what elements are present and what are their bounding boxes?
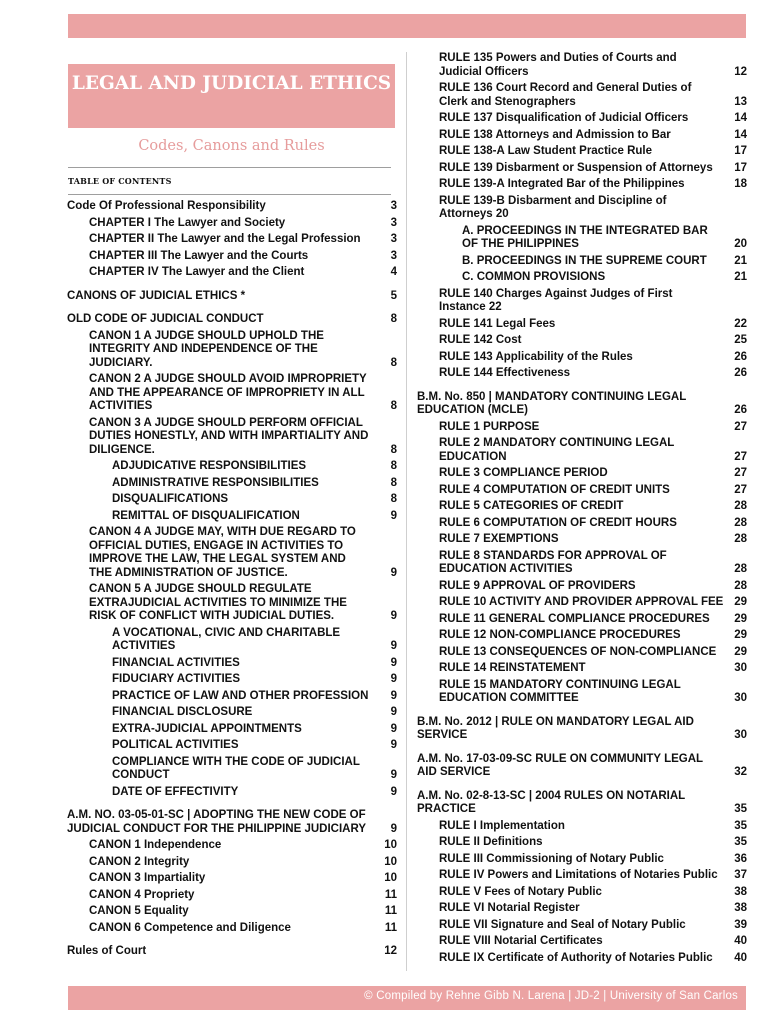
toc-entry-title: RULE VIII Notarial Certificates [439,935,603,947]
toc-entry-title: CANON 6 Competence and Diligence [89,921,291,934]
toc-entry-page: 8 [390,313,397,325]
document-subtitle: Codes, Canons and Rules [138,138,325,154]
toc-entry-title: Rules of Court [67,945,147,957]
toc-entry[interactable] [67,233,397,247]
toc-entry[interactable] [67,723,397,737]
toc-entry[interactable] [67,739,397,753]
toc-entry[interactable] [67,905,397,919]
toc-entry[interactable] [417,225,747,252]
toc-entry[interactable] [417,580,747,594]
toc-entry-page: 9 [390,769,397,781]
toc-entry[interactable] [67,889,397,903]
toc-entry-title: CANON 3 A JUDGE SHOULD PERFORM OFFICIAL DUTIES HONESTLY, AND WITH IMPARTIALITY AND DILIGENCE. [89,416,369,456]
toc-entry-page: 27 [734,450,747,463]
toc-entry-page: 28 [734,500,747,512]
toc-entry-page: 8 [390,356,397,369]
toc-entry-title: DISQUALIFICATIONS [112,493,229,505]
toc-entry-page: 28 [734,516,747,529]
toc-entry-page: 3 [390,200,397,212]
toc-heading: TABLE OF CONTENTS [68,176,172,186]
toc-entry-title: CANON 5 Equality [89,905,189,917]
toc-entry[interactable] [67,510,397,524]
toc-entry-title: OLD CODE OF JUDICIAL CONDUCT [67,313,264,325]
toc-entry[interactable] [417,500,747,514]
toc-entry[interactable] [67,922,397,936]
toc-entry-title: RULE 143 Applicability of the Rules [439,350,633,363]
toc-entry-page: 12 [734,65,747,78]
toc-entry-page: 9 [390,566,397,579]
toc-entry-page: 4 [390,266,397,278]
toc-entry-title: A.M. No. 02-8-13-SC | 2004 RULES ON NOTARIAL PRACTICE [417,789,685,815]
toc-entry[interactable] [67,417,397,458]
toc-entry[interactable] [417,629,747,643]
toc-entry[interactable] [417,82,747,109]
toc-entry[interactable] [67,809,397,836]
toc-entry-title: Code Of Professional Responsibility [67,200,266,212]
toc-entry-title: RULE 9 APPROVAL OF PROVIDERS [439,579,636,592]
toc-entry-page: 30 [734,729,747,741]
toc-entry[interactable] [67,945,397,959]
toc-entry-title: POLITICAL ACTIVITIES [112,739,239,751]
toc-entry[interactable] [417,52,747,79]
toc-entry-title: CANONS OF JUDICIAL ETHICS * [67,289,246,302]
toc-entry-title: RULE 5 CATEGORIES OF CREDIT [439,500,624,512]
toc-entry-page: 9 [390,610,397,622]
toc-entry-title: RULE 138-A Law Student Practice Rule [439,145,653,157]
toc-entry-title: A.M. No. 17-03-09-SC RULE ON COMMUNITY LEGAL AID SERVICE [417,752,703,778]
toc-entry[interactable] [417,367,747,381]
toc-entry-title: RULE VII Signature and Seal of Notary Public [439,918,686,931]
document-title: LEGAL AND JUDICIAL ETHICS [71,73,392,94]
toc-entry-title: RULE 4 COMPUTATION OF CREDIT UNITS [439,483,670,496]
toc-entry[interactable] [67,526,397,580]
toc-entry-page: 26 [734,404,747,416]
toc-entry[interactable] [417,919,747,933]
toc-entry-page: 3 [390,216,397,229]
toc-entry-page: 10 [384,839,397,851]
toc-entry[interactable] [67,217,397,231]
header-accent-bar [68,14,746,38]
toc-entry[interactable] [417,421,747,435]
toc-entry-page: 17 [734,161,747,174]
toc-entry-page: 39 [734,918,747,931]
toc-entry-page: 21 [734,254,747,267]
toc-entry[interactable] [417,145,747,159]
toc-entry-title: RULE I Implementation [439,819,565,832]
toc-entry-title: FINANCIAL DISCLOSURE [112,706,253,718]
toc-entry-title: RULE 11 GENERAL COMPLIANCE PROCEDURES [439,612,710,625]
toc-entry[interactable] [67,460,397,474]
toc-left-column [67,200,397,959]
toc-entry-page: 9 [390,739,397,751]
toc-entry[interactable] [417,178,747,192]
toc-entry[interactable] [417,255,747,269]
toc-entry-title: RULE 7 EXEMPTIONS [439,533,559,545]
toc-entry-title: CANON 4 A JUDGE MAY, WITH DUE REGARD TO OFFICIAL DUTIES, ENGAGE IN ACTIVITIES TO IMPROVE THE LAW, THE LEGAL SYSTEM AND THE ADMINISTRATION OF JUSTICE. [89,526,356,579]
toc-entry[interactable] [417,753,747,780]
toc-entry-page: 30 [734,662,747,674]
toc-entry-page: 38 [734,902,747,914]
toc-entry-title: RULE 3 COMPLIANCE PERIOD [439,467,608,479]
toc-entry-page: 27 [734,483,747,496]
toc-right-column [417,52,747,965]
toc-entry[interactable] [67,250,397,264]
toc-entry-title: RULE 138 Attorneys and Admission to Bar [439,128,671,141]
toc-entry-page: 11 [384,905,397,917]
toc-entry-page: 29 [734,612,747,625]
toc-entry[interactable] [417,550,747,577]
toc-entry[interactable] [67,657,397,671]
toc-entry-page: 28 [734,533,747,545]
toc-entry[interactable] [417,716,747,743]
toc-entry-title: CANON 1 A JUDGE SHOULD UPHOLD THE INTEGRITY AND INDEPENDENCE OF THE JUDICIARY. [89,329,324,369]
toc-entry-page: 22 [734,317,747,330]
toc-entry-title: CHAPTER I The Lawyer and Society [89,216,286,229]
toc-entry[interactable] [417,836,747,850]
toc-entry[interactable] [67,690,397,704]
toc-entry-page: 9 [390,656,397,669]
toc-entry-title: RULE 137 Disqualification of Judicial Officers [439,112,689,124]
toc-entry-page: 8 [390,493,397,505]
toc-entry-page: 40 [734,935,747,947]
toc-entry[interactable] [417,517,747,531]
toc-entry-page: 13 [734,95,747,108]
toc-entry-title: EXTRA-JUDICIAL APPOINTMENTS [112,722,302,735]
toc-entry-page: 10 [384,872,397,884]
toc-entry[interactable] [417,351,747,365]
toc-entry-title: RULE 136 Court Record and General Duties of Clerk and Stenographers [439,82,692,108]
toc-entry-title: CANON 2 Integrity [89,855,190,868]
toc-entry-page: 26 [734,367,747,379]
toc-entry[interactable] [417,853,747,867]
toc-entry-page: 9 [390,689,397,702]
toc-entry[interactable] [417,334,747,348]
toc-entry[interactable] [67,313,397,327]
toc-entry-page: 14 [734,128,747,141]
toc-entry-title: CANON 5 A JUDGE SHOULD REGULATE EXTRAJUDICIAL ACTIVITIES TO MINIMIZE THE RISK OF CONFLICT WITH JUDICIAL DUTIES. [89,583,347,622]
toc-entry-page: 36 [734,852,747,865]
toc-entry-title: CHAPTER III The Lawyer and the Courts [89,249,309,262]
footer-credit: © Compiled by Rehne Gibb N. Larena | JD-2 | University of San Carlos [364,990,738,1002]
toc-entry-title: ADJUDICATIVE RESPONSIBILITIES [112,460,307,472]
toc-entry-page: 9 [390,509,397,522]
toc-entry[interactable] [417,596,747,610]
toc-entry[interactable] [417,391,747,418]
toc-entry-page: 14 [734,112,747,124]
toc-entry-page: 28 [734,563,747,575]
toc-entry-title: CANON 2 A JUDGE SHOULD AVOID IMPROPRIETY AND THE APPEARANCE OF IMPROPRIETY IN ALL ACTIVITIES [89,373,367,412]
toc-entry[interactable] [417,112,747,126]
toc-entry-page: 8 [390,460,397,472]
toc-entry-page: 9 [390,822,397,835]
toc-entry-title: COMPLIANCE WITH THE CODE OF JUDICIAL CONDUCT [112,755,360,781]
toc-entry-title: FIDUCIARY ACTIVITIES [112,673,240,685]
toc-entry[interactable] [67,856,397,870]
toc-entry[interactable] [417,318,747,332]
toc-entry-page: 29 [734,629,747,641]
toc-entry[interactable] [67,627,397,654]
toc-entry[interactable] [67,673,397,687]
toc-entry-page: 3 [390,249,397,262]
toc-entry-page: 17 [734,145,747,157]
toc-entry-title: RULE V Fees of Notary Public [439,885,602,898]
toc-entry-title: RULE 142 Cost [439,334,522,346]
toc-entry-page: 21 [734,271,747,283]
toc-entry-title: RULE 135 Powers and Duties of Courts and Judicial Officers [439,52,677,78]
toc-entry[interactable] [417,271,747,285]
toc-entry-page: 11 [384,921,397,934]
toc-entry-title: ADMINISTRATIVE RESPONSIBILITIES [112,476,319,489]
toc-entry-title: RULE 12 NON-COMPLIANCE PROCEDURES [439,629,681,641]
toc-entry-page: 37 [734,869,747,881]
toc-entry[interactable] [67,583,397,624]
toc-entry-title: DATE OF EFFECTIVITY [112,785,239,798]
toc-entry[interactable] [67,706,397,720]
toc-entry-page: 9 [390,706,397,718]
toc-entry[interactable] [417,646,747,660]
toc-entry[interactable] [67,330,397,371]
toc-entry-title: RULE 144 Effectiveness [439,367,571,379]
toc-entry[interactable] [417,162,747,176]
toc-entry-page: 26 [734,350,747,363]
toc-entry[interactable] [417,613,747,627]
toc-entry-page: 3 [390,233,397,245]
toc-entry-page: 35 [734,819,747,832]
toc-entry-title: RULE 14 REINSTATEMENT [439,662,586,674]
toc-entry-page: 9 [390,722,397,735]
toc-entry[interactable] [417,195,747,222]
toc-entry-page: 27 [734,467,747,479]
toc-entry[interactable] [417,484,747,498]
footer-bar [68,986,746,1010]
toc-entry-title: RULE VI Notarial Register [439,902,580,914]
toc-entry-title: RULE 10 ACTIVITY AND PROVIDER APPROVAL FEE [439,596,724,608]
toc-entry-title: RULE 6 COMPUTATION OF CREDIT HOURS [439,516,677,529]
toc-entry-title: RULE 139-B Disbarment and Discipline of Attorneys 20 [439,194,667,220]
toc-entry-page: 35 [734,836,747,848]
toc-entry-title: CANON 3 Impartiality [89,872,206,884]
toc-entry-page: 18 [734,178,747,190]
toc-entry-title: B.M. No. 850 | MANDATORY CONTINUING LEGAL EDUCATION (MCLE) [417,390,687,416]
toc-entry-page: 35 [734,803,747,815]
toc-entry[interactable] [417,662,747,676]
toc-entry-title: CHAPTER IV The Lawyer and the Client [89,266,305,278]
toc-entry-page: 10 [384,855,397,868]
toc-entry[interactable] [417,869,747,883]
toc-entry-title: RULE 13 CONSEQUENCES OF NON-COMPLIANCE [439,645,717,658]
toc-entry[interactable] [67,290,397,304]
toc-entry-title: RULE 8 STANDARDS FOR APPROVAL OF EDUCATION ACTIVITIES [439,549,667,575]
toc-entry-title: A. PROCEEDINGS IN THE INTEGRATED BAR OF THE PHILIPPINES [462,224,708,250]
toc-entry[interactable] [67,493,397,507]
toc-entry-page: 32 [734,766,747,778]
toc-entry-page: 8 [390,400,397,412]
toc-entry-title: PRACTICE OF LAW AND OTHER PROFESSION [112,689,369,702]
toc-entry-page: 9 [390,785,397,798]
toc-entry-title: A VOCATIONAL, CIVIC AND CHARITABLE ACTIVITIES [112,626,341,652]
toc-entry-title: RULE 141 Legal Fees [439,317,556,330]
toc-entry[interactable] [67,786,397,800]
toc-entry[interactable] [67,872,397,886]
toc-entry-title: RULE III Commissioning of Notary Public [439,852,664,865]
toc-entry[interactable] [417,790,747,817]
toc-entry-title: RULE 1 PURPOSE [439,420,540,433]
toc-entry-page: 11 [384,888,397,901]
toc-entry-page: 9 [390,640,397,652]
toc-entry[interactable] [67,839,397,853]
toc-entry[interactable] [67,373,397,414]
toc-entry-page: 40 [734,951,747,964]
toc-entry[interactable] [417,288,747,315]
toc-entry-title: RULE 15 MANDATORY CONTINUING LEGAL EDUCATION COMMITTEE [439,678,681,704]
toc-entry-title: REMITTAL OF DISQUALIFICATION [112,509,300,522]
toc-entry-title: RULE 2 MANDATORY CONTINUING LEGAL EDUCATION [439,437,675,463]
toc-entry[interactable] [417,129,747,143]
toc-entry[interactable] [417,533,747,547]
toc-entry-page: 27 [734,420,747,433]
toc-entry[interactable] [67,266,397,280]
toc-entry-title: CHAPTER II The Lawyer and the Legal Profession [89,233,361,245]
toc-entry-page: 29 [734,645,747,658]
column-divider [406,52,407,971]
toc-entry-page: 30 [734,692,747,704]
toc-entry[interactable] [417,820,747,834]
toc-entry-title: RULE 140 Charges Against Judges of First Instance 22 [439,287,673,313]
toc-entry-title: C. COMMON PROVISIONS [462,271,606,283]
toc-entry-title: RULE IV Powers and Limitations of Notaries Public [439,869,718,881]
divider-line [68,167,391,168]
toc-entry[interactable] [417,467,747,481]
title-banner [68,64,395,128]
toc-entry-page: 8 [390,443,397,456]
toc-entry[interactable] [417,902,747,916]
toc-entry-page: 29 [734,596,747,608]
toc-entry[interactable] [67,477,397,491]
toc-entry-title: A.M. NO. 03-05-01-SC | ADOPTING THE NEW CODE OF JUDICIAL CONDUCT FOR THE PHILIPPINE JUDICIARY [67,809,367,835]
toc-entry-title: CANON 4 Propriety [89,888,195,901]
toc-entry-page: 9 [390,673,397,685]
toc-entry[interactable] [417,679,747,706]
toc-entry-page: 38 [734,885,747,898]
toc-entry[interactable] [417,437,747,464]
toc-entry-title: FINANCIAL ACTIVITIES [112,656,240,669]
toc-entry-page: 28 [734,579,747,592]
toc-entry[interactable] [67,200,397,214]
toc-entry-title: CANON 1 Independence [89,839,222,851]
toc-entry-page: 20 [734,238,747,250]
toc-entry-title: B. PROCEEDINGS IN THE SUPREME COURT [462,254,707,267]
toc-entry-title: B.M. No. 2012 | RULE ON MANDATORY LEGAL AID SERVICE [417,715,694,741]
toc-entry-title: RULE II Definitions [439,836,543,848]
toc-entry-title: RULE IX Certificate of Authority of Notaries Public [439,951,713,964]
toc-entry[interactable] [417,952,747,966]
toc-entry[interactable] [417,935,747,949]
divider-line [68,194,391,195]
toc-entry[interactable] [67,756,397,783]
toc-entry-page: 12 [384,945,397,957]
toc-entry-page: 25 [734,334,747,346]
toc-entry-title: RULE 139-A Integrated Bar of the Philippines [439,178,685,190]
toc-entry-title: RULE 139 Disbarment or Suspension of Attorneys [439,161,713,174]
toc-entry[interactable] [417,886,747,900]
toc-entry-page: 5 [390,289,397,302]
toc-entry-page: 8 [390,476,397,489]
